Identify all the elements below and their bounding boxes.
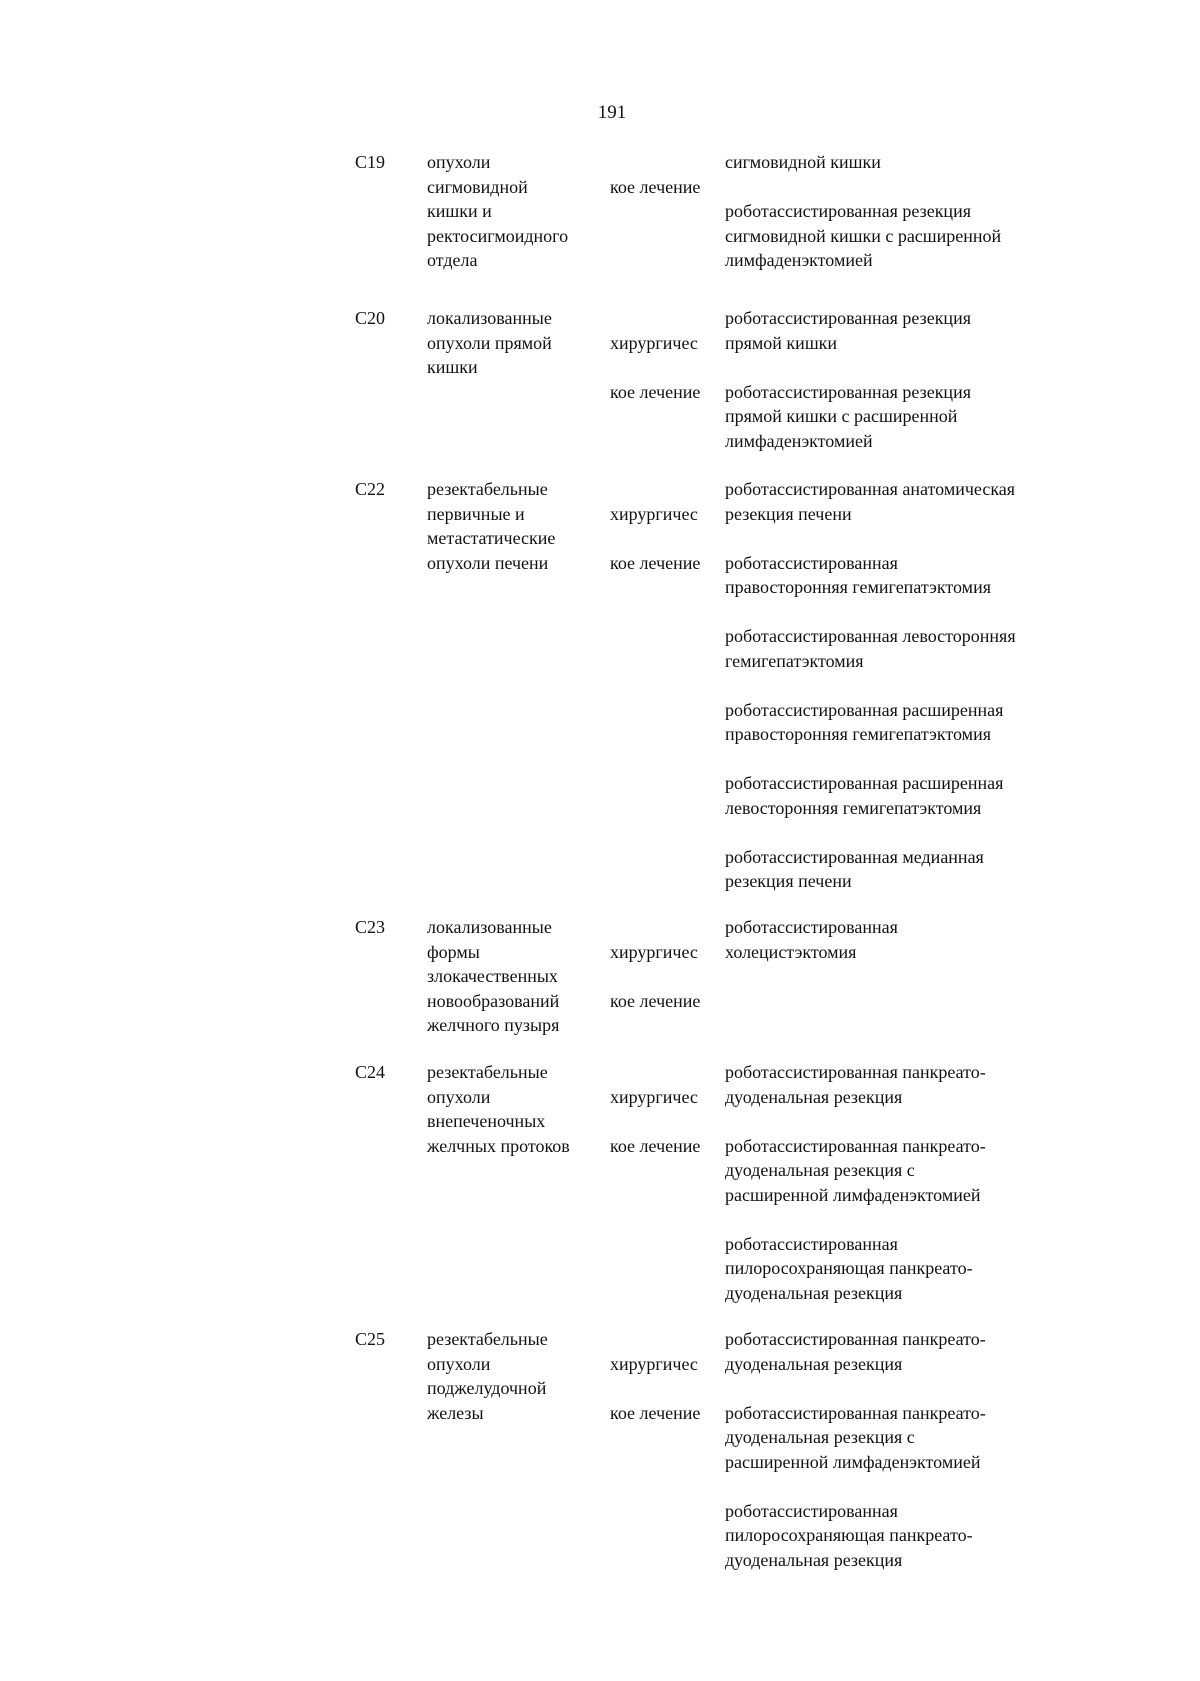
icd-code: C19 [355, 152, 386, 172]
treatment-line: хирургичес [610, 503, 698, 524]
methods-cell [725, 306, 1065, 478]
method-line: роботассистированная [725, 552, 898, 573]
treatment-cell [610, 150, 720, 224]
method-line: дуоденальная резекция [725, 1353, 903, 1374]
diagnosis-line: опухоли [427, 152, 491, 172]
method-line: дуоденальная резекция [725, 1086, 903, 1107]
diagnosis-line: новообразований [427, 990, 560, 1011]
diagnosis-line: опухоли [427, 1086, 491, 1107]
diagnosis-cell [427, 150, 607, 273]
method-line: роботассистированная панкреато- [725, 1062, 986, 1082]
method-line: роботассистированная [725, 917, 898, 937]
diagnosis-line: отдела [427, 250, 478, 270]
method-line: роботассистированная резекция [725, 381, 971, 402]
method-line: роботассистированная левосторонняя [725, 626, 1016, 646]
method-line: роботассистированная панкреато- [725, 1135, 986, 1156]
diagnosis-line: опухоли прямой [427, 332, 552, 353]
method-item [725, 551, 1065, 600]
method-line: пилоросохраняющая панкреато- [725, 1525, 973, 1545]
method-line: роботассистированная расширенная [725, 773, 1004, 793]
method-line: дуоденальная резекция [725, 1282, 903, 1303]
diagnosis-line: первичные и [427, 503, 525, 524]
method-line: расширенной лимфаденэктомией [725, 1451, 981, 1472]
treatment-line: кое лечение [610, 552, 701, 573]
methods-cell [725, 915, 1065, 989]
method-line: лимфаденэктомией [725, 430, 873, 451]
treatment-line: хирургичес [610, 1086, 698, 1107]
method-item [725, 1401, 1065, 1475]
method-line: резекция печени [725, 503, 852, 524]
method-line: дуоденальная резекция [725, 1549, 903, 1570]
diagnosis-line: локализованные [427, 917, 552, 937]
method-line: роботассистированная панкреато- [725, 1402, 986, 1423]
diagnosis-line: железы [427, 1402, 484, 1423]
treatment-cell [610, 306, 720, 429]
page-number: 191 [597, 102, 627, 123]
methods-cell [725, 1327, 1065, 1597]
method-line: резекция печени [725, 871, 852, 891]
diagnosis-line: злокачественных [427, 966, 558, 986]
method-line: роботассистированная резекция [725, 201, 971, 221]
methods-cell [725, 150, 1065, 297]
diagnosis-cell [427, 915, 607, 1038]
method-line: пилоросохраняющая панкреато- [725, 1258, 973, 1278]
diagnosis-line: опухоли печени [427, 552, 549, 573]
treatment-cell [610, 915, 720, 1038]
treatment-line: хирургичес [610, 1353, 698, 1374]
diagnosis-line: формы [427, 941, 480, 962]
icd-code: C24 [355, 1062, 386, 1082]
diagnosis-cell [427, 477, 607, 575]
treatment-line: хирургичес [610, 332, 698, 353]
method-line: роботассистированная расширенная [725, 699, 1004, 720]
method-item [725, 698, 1065, 747]
method-item [725, 380, 1065, 454]
treatment-line: кое лечение [610, 176, 701, 197]
method-item [725, 771, 1065, 820]
method-line: правосторонняя гемигепатэктомия [725, 577, 991, 597]
method-line: роботассистированная [725, 1233, 898, 1254]
diagnosis-line: резектабельные [427, 479, 548, 499]
method-line: дуоденальная резекция с [725, 1427, 915, 1447]
diagnosis-line: поджелудочной [427, 1378, 547, 1398]
treatment-line: кое лечение [610, 381, 701, 402]
methods-cell [725, 477, 1065, 918]
method-line: роботассистированная анатомическая [725, 479, 1016, 499]
method-line: лимфаденэктомией [725, 250, 873, 270]
diagnosis-line: опухоли [427, 1353, 491, 1374]
icd-code: C23 [355, 917, 386, 937]
method-item [725, 306, 1065, 355]
treatment-line: кое лечение [610, 990, 701, 1011]
methods-cell [725, 1060, 1065, 1330]
method-line: роботассистированная резекция [725, 308, 971, 328]
method-item [725, 1060, 1065, 1109]
treatment-line: кое лечение [610, 1135, 701, 1156]
icd-code: C22 [355, 479, 386, 499]
diagnosis-line: желчных протоков [427, 1135, 570, 1156]
diagnosis-line: внепеченочных [427, 1111, 546, 1131]
treatment-cell [610, 1327, 720, 1450]
method-line: сигмовидной кишки с расширенной [725, 225, 1002, 246]
treatment-cell [610, 1060, 720, 1183]
method-line: правосторонняя гемигепатэктомия [725, 724, 991, 744]
method-item [725, 1232, 1065, 1306]
method-item [725, 199, 1065, 273]
icd-code: C25 [355, 1329, 386, 1349]
method-item [725, 845, 1065, 894]
diagnosis-cell [427, 1327, 607, 1425]
method-line: расширенной лимфаденэктомией [725, 1184, 981, 1205]
diagnosis-line: желчного пузыря [427, 1015, 560, 1035]
method-line: левосторонняя гемигепатэктомия [725, 797, 982, 818]
icd-code: C20 [355, 308, 386, 328]
method-item [725, 1134, 1065, 1208]
diagnosis-line: локализованные [427, 308, 552, 328]
method-line: гемигепатэктомия [725, 650, 864, 671]
treatment-line: хирургичес [610, 941, 698, 962]
method-item [725, 1327, 1065, 1376]
diagnosis-line: сигмовидной [427, 176, 528, 197]
diagnosis-line: резектабельные [427, 1329, 548, 1349]
method-item [725, 150, 1065, 175]
method-item [725, 624, 1065, 673]
treatment-line: кое лечение [610, 1402, 701, 1423]
treatment-cell [610, 477, 720, 600]
method-line: дуоденальная резекция с [725, 1160, 915, 1180]
method-item [725, 915, 1065, 964]
method-line: роботассистированная медианная [725, 846, 984, 867]
diagnosis-line: кишки и [427, 201, 492, 221]
diagnosis-line: кишки [427, 357, 478, 377]
method-item [725, 1499, 1065, 1573]
diagnosis-line: резектабельные [427, 1062, 548, 1082]
method-item [725, 477, 1065, 526]
method-line: сигмовидной кишки [725, 152, 881, 172]
diagnosis-cell [427, 1060, 607, 1158]
diagnosis-line: ректосигмоидного [427, 225, 569, 246]
method-line: роботассистированная [725, 1500, 898, 1521]
diagnosis-line: метастатические [427, 528, 556, 548]
method-line: прямой кишки с расширенной [725, 406, 958, 426]
diagnosis-cell [427, 306, 607, 380]
method-line: роботассистированная панкреато- [725, 1329, 986, 1349]
method-line: прямой кишки [725, 332, 838, 353]
method-line: холецистэктомия [725, 941, 857, 962]
